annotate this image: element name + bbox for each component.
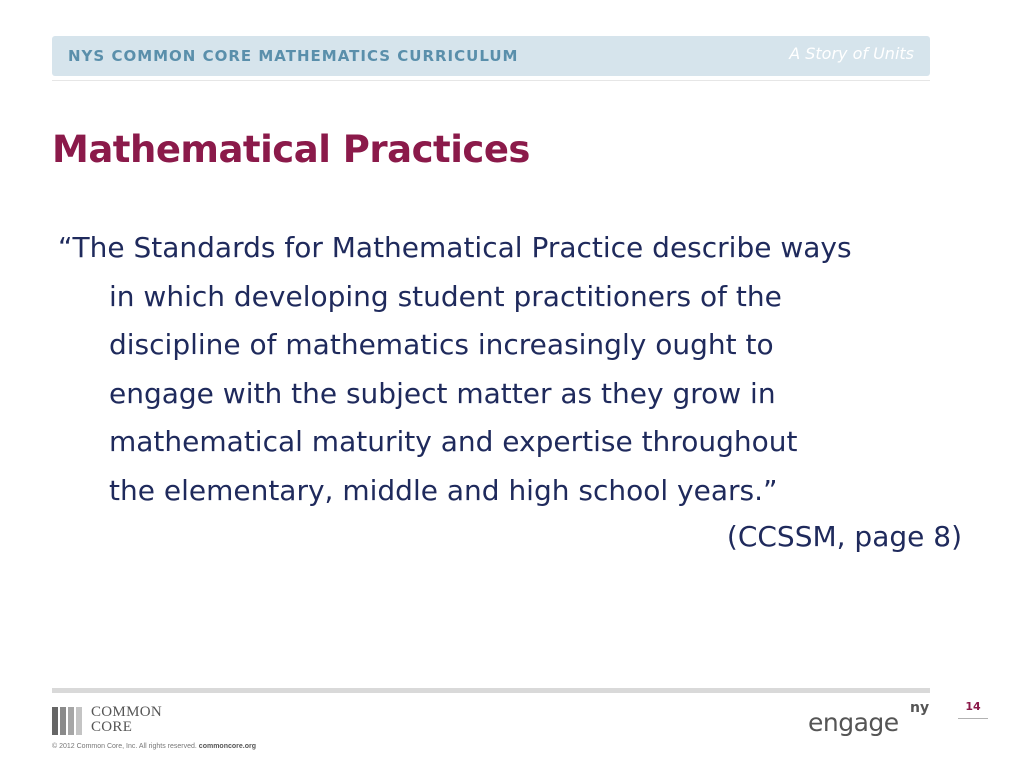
citation: (CCSSM, page 8): [726, 520, 962, 553]
engage-wordmark: engage: [808, 708, 899, 737]
quote-line: mathematical maturity and expertise throughout: [109, 425, 798, 458]
common-core-wordmark: [91, 705, 162, 735]
series-label: A Story of Units: [789, 44, 914, 63]
header-bar: [52, 36, 930, 76]
curriculum-label: NYS COMMON CORE MATHEMATICS CURRICULUM: [68, 47, 519, 65]
header-divider: [52, 80, 930, 81]
copyright-site-link[interactable]: commoncore.org: [198, 743, 256, 750]
quote-line: discipline of mathematics increasingly ought to: [109, 328, 774, 361]
quote-line: engage with the subject matter as they grow in: [109, 376, 776, 410]
copyright-text: © 2012 Common Core, Inc. All rights reserved.: [52, 743, 197, 750]
slide-title: Mathematical Practices: [52, 128, 530, 171]
quote-line: “The Standards for Mathematical Practice describe ways: [58, 231, 852, 264]
common-core-logo: [52, 705, 182, 737]
copyright-notice: [52, 743, 256, 750]
engage-ny-logo: [808, 700, 938, 740]
common-core-line1: COMMON: [91, 704, 162, 720]
engage-ny-superscript: ny: [910, 700, 930, 716]
quote-block: [58, 224, 978, 515]
footer-divider: [52, 688, 930, 693]
page-number: 14: [958, 700, 988, 719]
common-core-line2: CORE: [91, 719, 133, 735]
quote-line: the elementary, middle and high school years.”: [109, 473, 778, 507]
common-core-bars-icon: [52, 707, 84, 735]
quote-line: in which developing student practitioners of the: [109, 279, 782, 313]
